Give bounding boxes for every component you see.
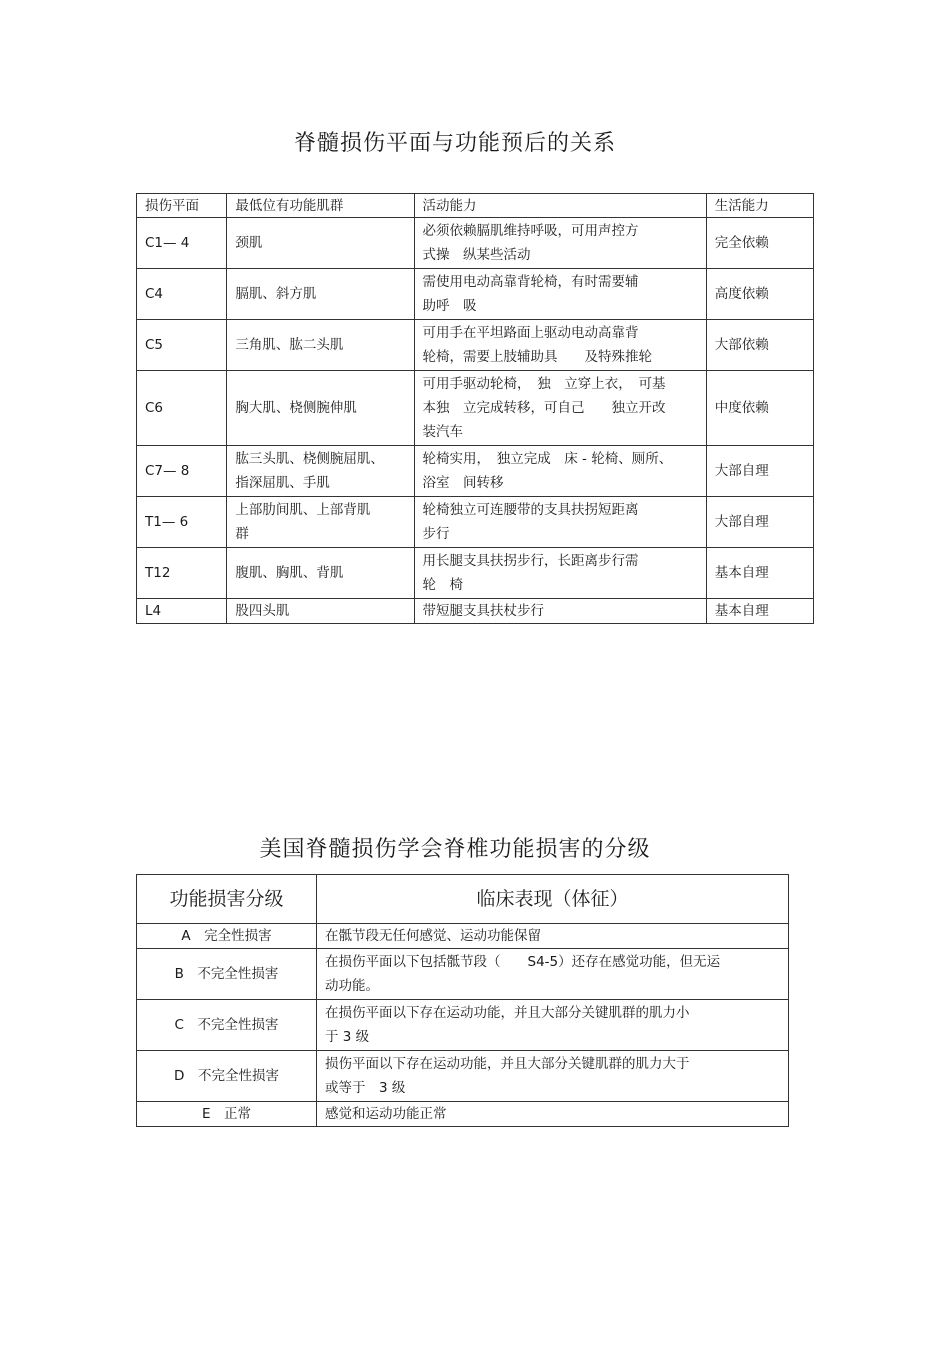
table-row	[137, 320, 814, 371]
muscle-cell: 胸大肌、桡侧腕伸肌	[227, 371, 414, 446]
muscle-cell: 上部肋间肌、上部背肌 群	[227, 497, 414, 548]
table-row	[137, 1051, 789, 1102]
muscle-cell: 膈肌、斜方肌	[227, 269, 414, 320]
life-cell: 基本自理	[706, 599, 813, 624]
level-cell: C7— 8	[137, 446, 227, 497]
activity-cell: 轮椅实用， 独立完成 床 - 轮椅、厕所、 浴室 间转移	[414, 446, 706, 497]
injury-level-table	[136, 193, 814, 624]
table-row	[137, 497, 814, 548]
life-cell: 高度依赖	[706, 269, 813, 320]
life-cell: 大部依赖	[706, 320, 813, 371]
activity-cell: 用长腿支具扶拐步行，长距离步行需 轮 椅	[414, 548, 706, 599]
muscle-cell: 肱三头肌、桡侧腕屈肌、 指深屈肌、手肌	[227, 446, 414, 497]
table-row	[137, 371, 814, 446]
desc-cell: 在损伤平面以下包括骶节段（ S4-5）还存在感觉功能，但无运 动功能。	[317, 949, 789, 1000]
table-row	[137, 1102, 789, 1127]
table1-title: 脊髓损伤平面与功能预后的关系	[293, 131, 616, 156]
header-cell: 最低位有功能肌群	[227, 194, 414, 218]
asia-grade-table	[136, 874, 789, 1127]
table-header-row	[137, 875, 789, 924]
table-row	[137, 269, 814, 320]
table-row	[137, 949, 789, 1000]
desc-cell: 损伤平面以下存在运动功能，并且大部分关键肌群的肌力大于 或等于 3 级	[317, 1051, 789, 1102]
muscle-cell: 股四头肌	[227, 599, 414, 624]
life-cell: 完全依赖	[706, 218, 813, 269]
header-cell: 生活能力	[706, 194, 813, 218]
table-row	[137, 548, 814, 599]
table-row	[137, 446, 814, 497]
header-cell: 损伤平面	[137, 194, 227, 218]
table-row	[137, 1000, 789, 1051]
muscle-cell: 颈肌	[227, 218, 414, 269]
life-cell: 基本自理	[706, 548, 813, 599]
level-cell: C1— 4	[137, 218, 227, 269]
table2-title: 美国脊髓损伤学会脊椎功能损害的分级	[259, 837, 651, 862]
muscle-cell: 三角肌、肱二头肌	[227, 320, 414, 371]
grade-cell: E 正常	[137, 1102, 317, 1127]
level-cell: L4	[137, 599, 227, 624]
life-cell: 大部自理	[706, 446, 813, 497]
desc-cell: 在骶节段无任何感觉、运动功能保留	[317, 924, 789, 949]
level-cell: C6	[137, 371, 227, 446]
table-row	[137, 924, 789, 949]
table-header-row	[137, 194, 814, 218]
activity-cell: 可用手在平坦路面上驱动电动高靠背 轮椅，需要上肢辅助具 及特殊推轮	[414, 320, 706, 371]
grade-cell: D 不完全性损害	[137, 1051, 317, 1102]
header-cell: 临床表现（体征）	[317, 875, 789, 924]
life-cell: 中度依赖	[706, 371, 813, 446]
table-row	[137, 218, 814, 269]
grade-cell: C 不完全性损害	[137, 1000, 317, 1051]
desc-cell: 感觉和运动功能正常	[317, 1102, 789, 1127]
header-cell: 活动能力	[414, 194, 706, 218]
level-cell: C5	[137, 320, 227, 371]
grade-cell: B 不完全性损害	[137, 949, 317, 1000]
level-cell: C4	[137, 269, 227, 320]
muscle-cell: 腹肌、胸肌、背肌	[227, 548, 414, 599]
level-cell: T1— 6	[137, 497, 227, 548]
table-row	[137, 599, 814, 624]
level-cell: T12	[137, 548, 227, 599]
desc-cell: 在损伤平面以下存在运动功能，并且大部分关键肌群的肌力小 于 3 级	[317, 1000, 789, 1051]
activity-cell: 可用手驱动轮椅， 独 立穿上衣， 可基 本独 立完成转移，可自己 独立开改 装汽车	[414, 371, 706, 446]
activity-cell: 必须依赖膈肌维持呼吸，可用声控方 式操 纵某些活动	[414, 218, 706, 269]
header-cell: 功能损害分级	[137, 875, 317, 924]
activity-cell: 带短腿支具扶杖步行	[414, 599, 706, 624]
activity-cell: 需使用电动高靠背轮椅，有时需要辅 助呼 吸	[414, 269, 706, 320]
life-cell: 大部自理	[706, 497, 813, 548]
grade-cell: A 完全性损害	[137, 924, 317, 949]
activity-cell: 轮椅独立可连腰带的支具扶拐短距离 步行	[414, 497, 706, 548]
